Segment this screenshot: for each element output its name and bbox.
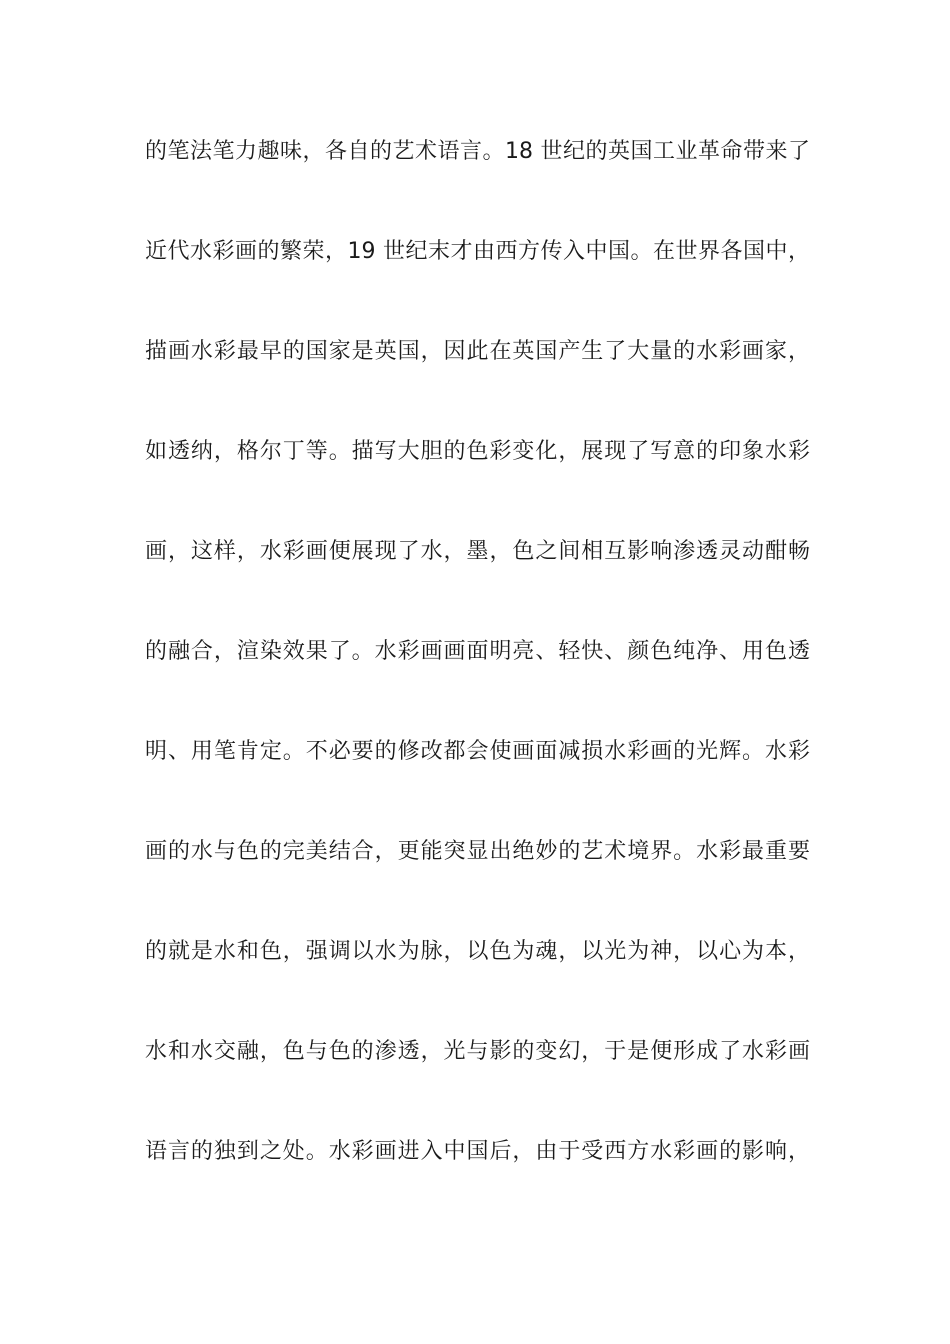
paragraph-line: 如透纳，格尔丁等。描写大胆的色彩变化，展现了写意的印象水彩 <box>145 439 810 464</box>
paragraph-line: 的就是水和色，强调以水为脉，以色为魂，以光为神，以心为本， <box>145 939 810 964</box>
paragraph-line: 明、用笔肯定。不必要的修改都会使画面减损水彩画的光辉。水彩 <box>145 739 810 764</box>
paragraph-line: 描画水彩最早的国家是英国，因此在英国产生了大量的水彩画家， <box>145 339 810 364</box>
paragraph-line: 近代水彩画的繁荣，19 世纪末才由西方传入中国。在世界各国中， <box>145 239 810 264</box>
paragraph-line: 的笔法笔力趣味，各自的艺术语言。18 世纪的英国工业革命带来了 <box>145 139 810 164</box>
paragraph-line: 画的水与色的完美结合，更能突显出绝妙的艺术境界。水彩最重要 <box>145 839 810 864</box>
paragraph-line: 语言的独到之处。水彩画进入中国后，由于受西方水彩画的影响， <box>145 1139 810 1164</box>
paragraph-line: 的融合，渲染效果了。水彩画画面明亮、轻快、颜色纯净、用色透 <box>145 639 810 664</box>
paragraph-line: 画，这样，水彩画便展现了水，墨，色之间相互影响渗透灵动酣畅 <box>145 539 810 564</box>
paragraph-line: 水和水交融，色与色的渗透，光与影的变幻，于是便形成了水彩画 <box>145 1039 810 1064</box>
